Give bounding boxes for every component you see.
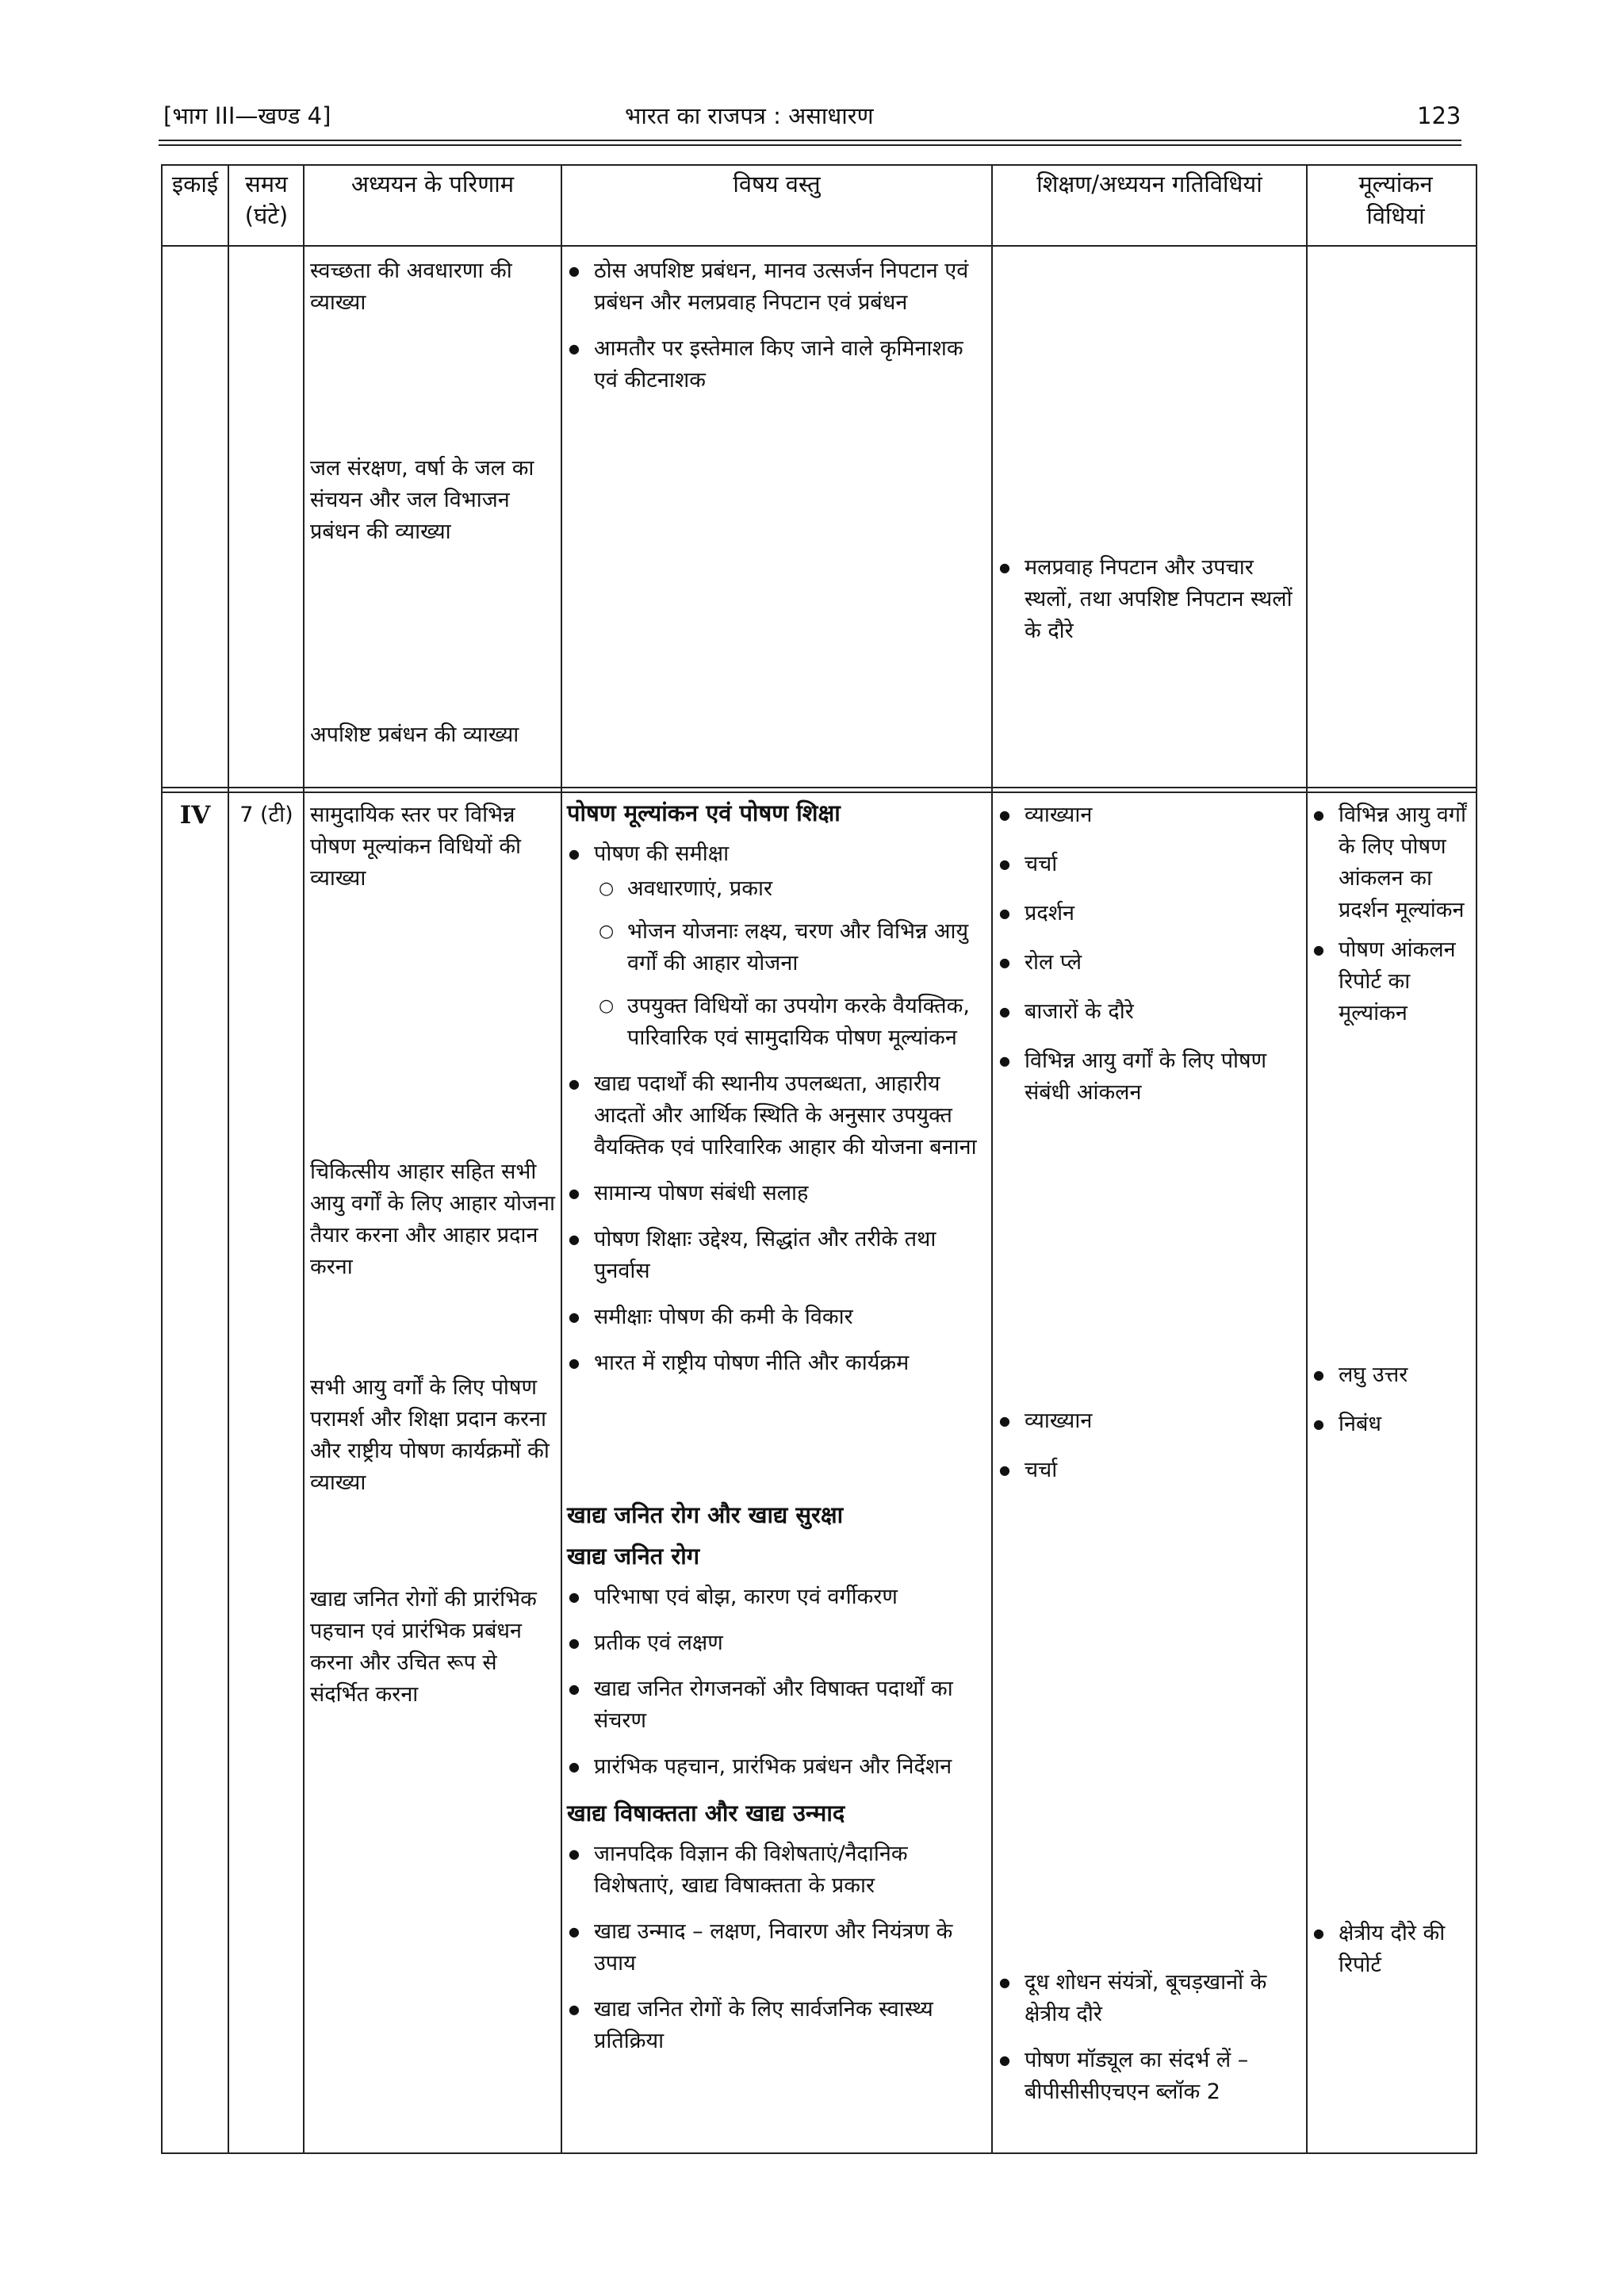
activity-item: ● विभिन्न आयु वर्गों के लिए पोषण संबंधी आंकलन <box>998 1045 1299 1109</box>
outcome-text: खाद्य जनित रोगों की प्रारंभिक पहचान एवं प्रारंभिक प्रबंधन करना और उचित रूप से संदर्भित करना <box>310 1587 537 1707</box>
header-activities: शिक्षण/अध्ययन गतिविधियां <box>1036 171 1262 197</box>
content-item: ● भारत में राष्ट्रीय पोषण नीति और कार्यक्रम <box>567 1347 979 1379</box>
activity-item: ● प्रदर्शन <box>998 898 1299 930</box>
header-content: विषय वस्तु <box>733 171 821 197</box>
time-hours: 7 (टी) <box>239 803 293 827</box>
activity-list <box>998 1967 1299 2122</box>
content-item: ● खाद्य उन्माद – लक्षण, निवारण और नियंत्रण के उपाय <box>567 1916 979 1980</box>
section-title: खाद्य जनित रोग <box>567 1543 700 1570</box>
content-item: ● परिभाषा एवं बोझ, कारण एवं वर्गीकरण <box>567 1581 979 1613</box>
table-header-divider <box>161 245 1477 247</box>
activity-list <box>998 799 1299 1126</box>
table-row-divider <box>161 787 1477 788</box>
outcome-text: जल संरक्षण, वर्षा के जल का संचयन और जल विभाजन प्रबंधन की व्याख्या <box>310 456 534 544</box>
content-item: ● खाद्य जनित रोगजनकों और विषाक्त पदार्थों का संचरण <box>567 1673 979 1737</box>
content-section-1 <box>567 797 979 1393</box>
header-outcomes: अध्ययन के परिणाम <box>350 171 515 197</box>
table-col-line <box>1476 164 1477 2154</box>
assessment-list <box>1312 1359 1470 1458</box>
section-title: पोषण मूल्यांकन एवं पोषण शिक्षा <box>567 799 841 826</box>
table-col-line <box>228 164 229 2154</box>
assessment-item: ● निबंध <box>1312 1409 1470 1440</box>
content-sublist <box>567 873 979 1054</box>
header-unit: इकाई <box>171 171 219 197</box>
assessment-item: ● विभिन्न आयु वर्गों के लिए पोषण आंकलन का प्रदर्शन मूल्यांकन <box>1312 799 1470 926</box>
table-col-line <box>303 164 304 2154</box>
header-rule-bottom <box>159 144 1461 146</box>
page-number: 123 <box>1417 102 1461 129</box>
table-col-line <box>1306 164 1308 2154</box>
activity-list <box>998 552 1299 661</box>
header-time: समय (घंटे) <box>244 171 289 229</box>
page-title: भारत का राजपत्र : असाधारण <box>625 102 874 129</box>
header-assessment: मूल्यांकन विधियां <box>1358 171 1433 229</box>
content-item: ● खाद्य पदार्थों की स्थानीय उपलब्धता, आहारीय आदतों और आर्थिक स्थिति के अनुसार उपयुक्त वैयक्तिक एवं पारिवारिक आहार की योजना बनाना <box>567 1068 979 1163</box>
content-list <box>567 1838 979 2057</box>
activity-item: ● चर्चा <box>998 1455 1299 1486</box>
content-list <box>567 255 979 411</box>
outcome-text: चिकित्सीय आहार सहित सभी आयु वर्गों के लिए आहार योजना तैयार करना और आहार प्रदान करना <box>310 1159 555 1279</box>
assessment-list <box>1312 1918 1470 1995</box>
table-border-bottom <box>161 2152 1477 2154</box>
outcome-text: सामुदायिक स्तर पर विभिन्न पोषण मूल्यांकन विधियों की व्याख्या <box>310 803 522 891</box>
activity-item: ● चर्चा <box>998 849 1299 880</box>
assessment-item: ● लघु उत्तर <box>1312 1359 1470 1391</box>
table-row-divider-double <box>161 792 1477 793</box>
content-item: ● खाद्य जनित रोगों के लिए सार्वजनिक स्वास्थ्य प्रतिक्रिया <box>567 1994 979 2057</box>
content-item: ● समीक्षाः पोषण की कमी के विकार <box>567 1301 979 1333</box>
activity-item: ● व्याख्यान <box>998 1405 1299 1437</box>
content-item: ● जानपदिक विज्ञान की विशेषताएं/नैदानिक विशेषताएं, खाद्य विषाक्तता के प्रकार <box>567 1838 979 1902</box>
table-col-line <box>161 164 163 2154</box>
header-rule-top <box>159 140 1461 141</box>
content-section-2 <box>567 1499 979 2072</box>
content-item-label: पोषण की समीक्षा <box>594 841 730 866</box>
content-subitem: ○ उपयुक्त विधियों का उपयोग करके वैयक्तिक, पारिवारिक एवं सामुदायिक पोषण मूल्यांकन <box>567 991 979 1054</box>
content-subitem: ○ भोजन योजनाः लक्ष्य, चरण और विभिन्न आयु वर्गों की आहार योजना <box>567 916 979 979</box>
assessment-item: ● क्षेत्रीय दौरे की रिपोर्ट <box>1312 1918 1470 1981</box>
section-title: खाद्य विषाक्तता और खाद्य उन्माद <box>567 1800 845 1826</box>
activity-item: ● बाजारों के दौरे <box>998 996 1299 1028</box>
content-item: ● प्रारंभिक पहचान, प्रारंभिक प्रबंधन और निर्देशन <box>567 1751 979 1783</box>
content-item: ● आमतौर पर इस्तेमाल किए जाने वाले कृमिनाशक एवं कीटनाशक <box>567 333 979 397</box>
assessment-item: ● पोषण आंकलन रिपोर्ट का मूल्यांकन <box>1312 934 1470 1029</box>
activity-item: ● रोल प्ले <box>998 947 1299 979</box>
outcome-text: स्वच्छता की अवधारणा की व्याख्या <box>310 259 512 315</box>
activity-item: ● दूध शोधन संयंत्रों, बूचड़खानों के क्षेत्रीय दौरे <box>998 1967 1299 2030</box>
table-col-line <box>991 164 993 2154</box>
activity-item: ● पोषण मॉड्यूल का संदर्भ लें – बीपीसीसीएचएन ब्लॉक 2 <box>998 2045 1299 2108</box>
assessment-list <box>1312 799 1470 1044</box>
content-item: ● प्रतीक एवं लक्षण <box>567 1627 979 1659</box>
content-list <box>567 838 979 1379</box>
activity-item: ● व्याख्यान <box>998 799 1299 831</box>
unit-number: IV <box>179 801 211 830</box>
page-section-label: [भाग III—खण्ड 4] <box>163 102 331 129</box>
content-item: ● ठोस अपशिष्ट प्रबंधन, मानव उत्सर्जन निपटान एवं प्रबंधन और मलप्रवाह निपटान एवं प्रबंधन <box>567 255 979 319</box>
content-list <box>567 1581 979 1783</box>
content-item: ● पोषण शिक्षाः उद्देश्य, सिद्धांत और तरीके तथा पुनर्वास <box>567 1224 979 1287</box>
outcome-text: सभी आयु वर्गों के लिए पोषण परामर्श और शिक्षा प्रदान करना और राष्ट्रीय पोषण कार्यक्रमों की व्याख्या <box>310 1375 550 1495</box>
outcome-text: अपशिष्ट प्रबंधन की व्याख्या <box>310 723 519 747</box>
table-col-line <box>561 164 562 2154</box>
content-item <box>567 838 979 1054</box>
section-title: खाद्य जनित रोग और खाद्य सुरक्षा <box>567 1501 844 1528</box>
table-border-top <box>161 164 1477 166</box>
activity-item: ● मलप्रवाह निपटान और उपचार स्थलों, तथा अपशिष्ट निपटान स्थलों के दौरे <box>998 552 1299 647</box>
activity-list <box>998 1405 1299 1504</box>
content-subitem: ○ अवधारणाएं, प्रकार <box>567 873 979 905</box>
content-item: ● सामान्य पोषण संबंधी सलाह <box>567 1178 979 1209</box>
